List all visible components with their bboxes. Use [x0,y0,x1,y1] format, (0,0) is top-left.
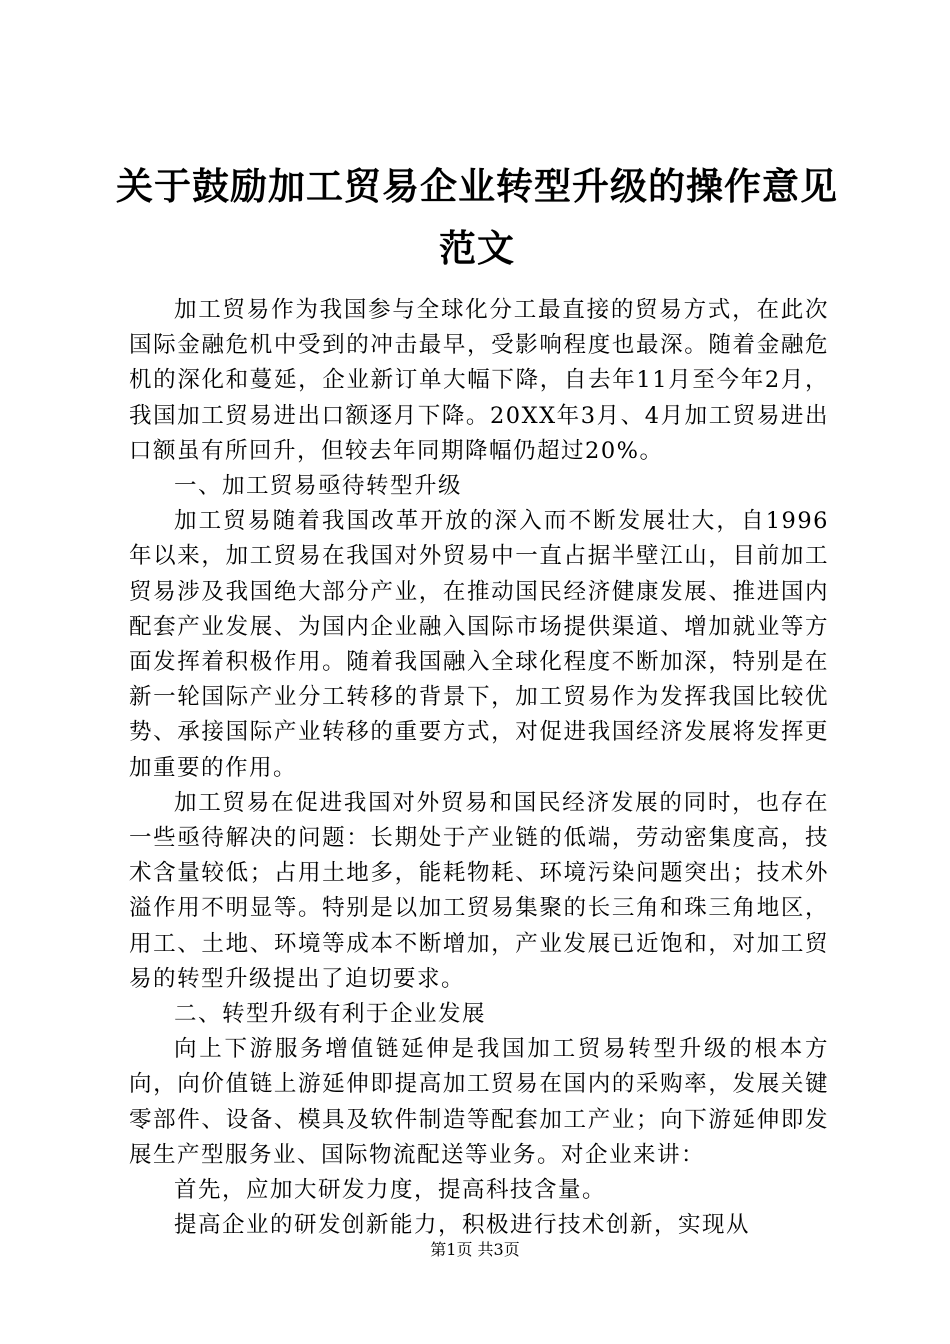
document-body [129,293,829,1243]
paragraph-section1-b: 加工贸易在促进我国对外贸易和国民经济发展的同时，也存在一些亟待解决的问题：长期处于产业链的低端，劳动密集度高，技术含量较低；占用土地多，能耗物耗、环境污染问题突出；技术外溢作用不明显等。特别是以加工贸易集聚的长三角和珠三角地区，用工、土地、环境等成本不断增加，产业发展已近饱和，对加工贸易的转型升级提出了迫切要求。 [129,789,829,992]
section-heading-2: 二、转型升级有利于企业发展 [174,1001,487,1028]
paragraph-intro: 加工贸易作为我国参与全球化分工最直接的贸易方式，在此次国际金融危机中受到的冲击最早，受影响程度也最深。随着金融危机的深化和蔓延，企业新订单大幅下降，自去年11月至今年2月，我国加工贸易进出口额逐月下降。20XX年3月、4月加工贸易进出口额虽有所回升，但较去年同期降幅仍超过20%。 [129,297,829,464]
document-title: 关于鼓励加工贸易企业转型升级的操作意见范文 [116,165,838,270]
paragraph-section1-a: 加工贸易随着我国改革开放的深入而不断发展壮大，自1996年以来，加工贸易在我国对外贸易中一直占据半壁江山，目前加工贸易涉及我国绝大部分产业，在推动国民经济健康发展、推进国内配套产业发展、为国内企业融入国际市场提供渠道、增加就业等方面发挥着积极作用。随着我国融入全球化程度不断加深，特别是在新一轮国际产业分工转移的背景下，加工贸易作为发挥我国比较优势、承接国际产业转移的重要方式，对促进我国经济发展将发挥更加重要的作用。 [129,508,829,781]
paragraph-section2-a: 向上下游服务增值链延伸是我国加工贸易转型升级的根本方向，向价值链上游延伸即提高加工贸易在国内的采购率，发展关键零部件、设备、模具及软件制造等配套加工产业；向下游延伸即发展生产型服务业、国际物流配送等业务。对企业来讲： [129,1036,829,1168]
paragraph-section2-c: 提高企业的研发创新能力，积极进行技术创新，实现从 [174,1212,751,1239]
section-heading-1: 一、加工贸易亟待转型升级 [174,473,463,500]
paragraph-section2-b: 首先，应加大研发力度，提高科技含量。 [174,1177,607,1204]
page-footer: 第1页 共3页 [430,1240,520,1259]
